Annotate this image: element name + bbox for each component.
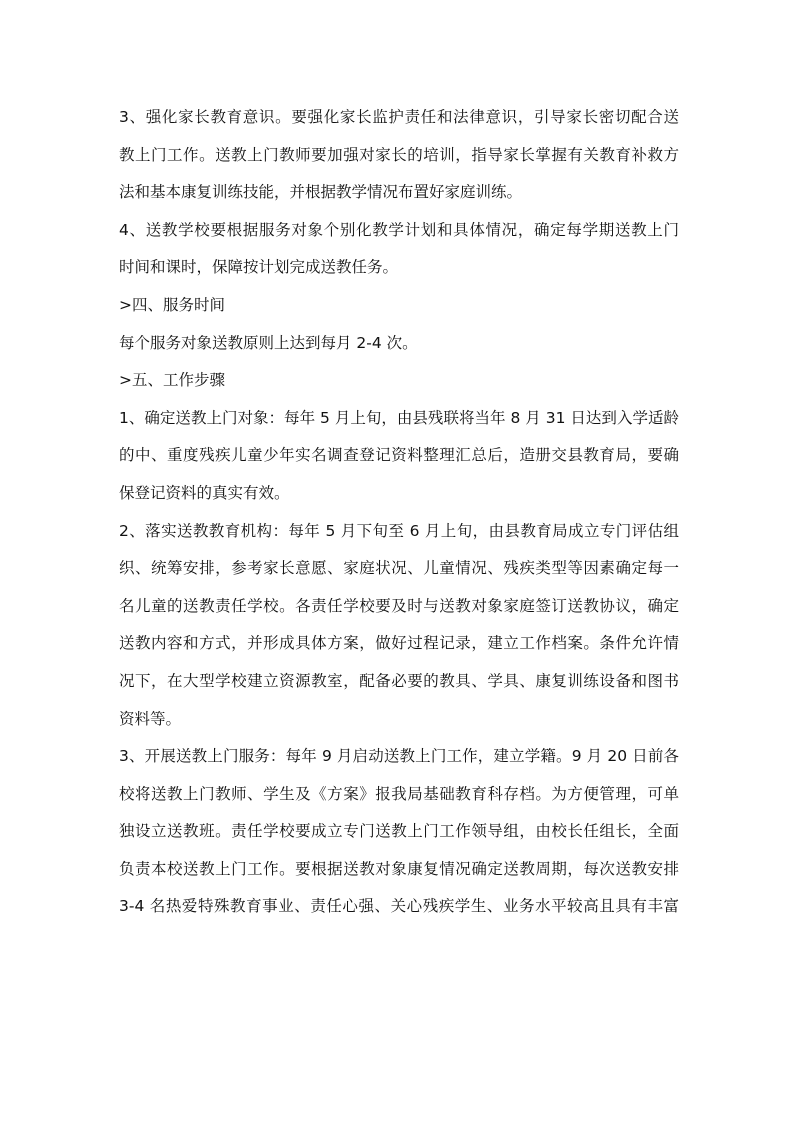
text-line: 负责本校送教上门工作。要根据送教对象康复情况确定送教周期，每次送教安排	[119, 859, 679, 878]
text-line: 资料等。	[119, 709, 182, 728]
text-line: 送教内容和方式，并形成具体方案，做好过程记录，建立工作档案。条件允许情	[119, 634, 679, 653]
text-line: 3、强化家长教育意识。要强化家长监护责任和法律意识，引导家长密切配合送	[119, 108, 679, 126]
text-line: 2、落实送教教育机构：每年 5 月下旬至 6 月上旬，由县教育局成立专门评估组	[119, 521, 679, 540]
text-line: 独设立送教班。责任学校要成立专门送教上门工作领导组，由校长任组长，全面	[119, 822, 679, 841]
text-line: >四、服务时间	[119, 295, 225, 314]
text-line: 的中、重度残疾儿童少年实名调查登记资料整理汇总后，造册交县教育局，要确	[119, 446, 679, 465]
text-line: 每个服务对象送教原则上达到每月 2-4 次。	[119, 333, 418, 352]
text-line: 3-4 名热爱特殊教育事业、责任心强、关心残疾学生、业务水平较高且具有丰富	[119, 897, 679, 916]
text-line: 1、确定送教上门对象：每年 5 月上旬，由县残联将当年 8 月 31 日达到入学适龄	[119, 408, 679, 427]
text-line: 3、开展送教上门服务：每年 9 月启动送教上门工作，建立学籍。9 月 20 日前各	[119, 747, 679, 766]
text-line: 4、送教学校要根据服务对象个别化教学计划和具体情况，确定每学期送教上门	[119, 220, 679, 239]
text-line: 时间和课时，保障按计划完成送教任务。	[119, 258, 399, 277]
document-body	[119, 102, 679, 929]
text-line: 况下，在大型学校建立资源教室，配备必要的教具、学具、康复训练设备和图书	[119, 671, 679, 690]
text-line: 校将送教上门教师、学生及《方案》报我局基础教育科存档。为方便管理，可单	[119, 784, 679, 803]
text-line: >五、工作步骤	[119, 371, 225, 390]
text-line: 保登记资料的真实有效。	[119, 483, 290, 502]
text-line: 名儿童的送教责任学校。各责任学校要及时与送教对象家庭签订送教协议，确定	[119, 596, 679, 615]
text-line: 教上门工作。送教上门教师要加强对家长的培训，指导家长掌握有关教育补救方	[119, 145, 679, 164]
text-line: 法和基本康复训练技能，并根据教学情况布置好家庭训练。	[119, 183, 523, 202]
text-line: 织、统筹安排，参考家长意愿、家庭状况、儿童情况、残疾类型等因素确定每一	[119, 559, 679, 578]
